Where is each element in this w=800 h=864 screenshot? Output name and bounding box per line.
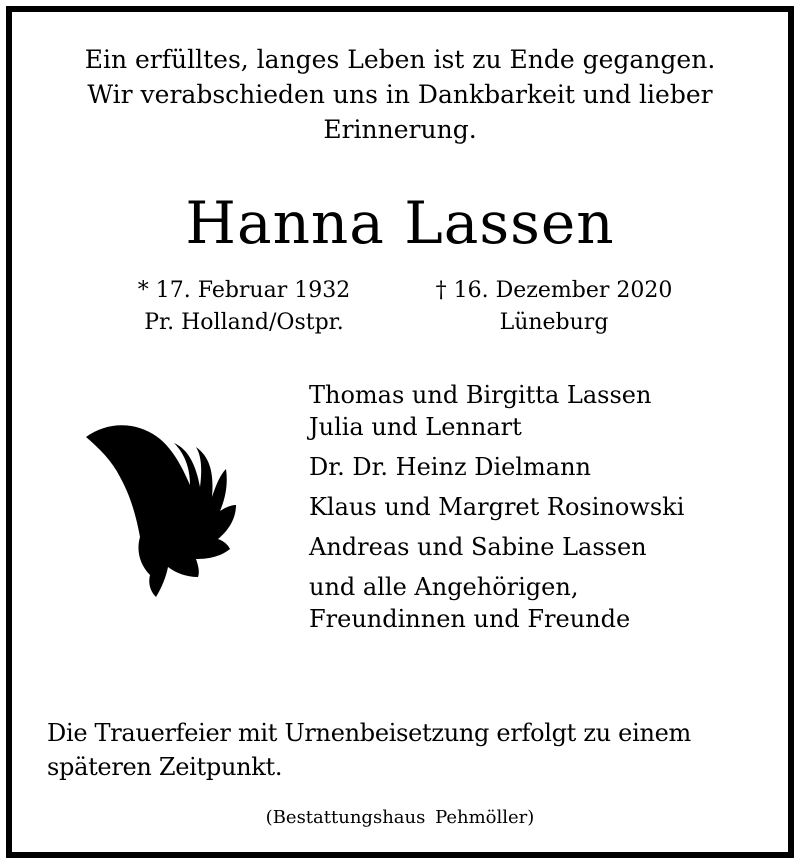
ceremony-note-line: späteren Zeitpunkt. — [47, 753, 283, 781]
mourner-group — [309, 571, 779, 635]
undertaker-credit: (Bestattungshaus Pehmöller) — [265, 807, 535, 828]
birth-date: * 17. Februar 1932 — [137, 278, 351, 303]
antler-icon — [78, 415, 238, 605]
birth-place: Pr. Holland/Ostpr. — [144, 310, 344, 335]
mourner-line: Klaus und Margret Rosinowski — [309, 493, 685, 521]
intro-line: Ein erfülltes, langes Leben ist zu Ende gegangen. — [84, 45, 716, 74]
mourner-line: Freundinnen und Freunde — [309, 605, 631, 633]
intro-line: Erinnerung. — [323, 115, 477, 144]
death-info — [404, 275, 704, 339]
intro-text — [0, 42, 800, 147]
mourner-line: Thomas und Birgitta Lassen — [309, 381, 652, 409]
birth-info — [94, 275, 394, 339]
ceremony-note — [47, 716, 767, 784]
mourners-list — [309, 379, 779, 643]
intro-line: Wir verabschieden uns in Dankbarkeit und lieber — [87, 80, 713, 109]
mourner-group — [309, 379, 779, 443]
deceased-name: Hanna Lassen — [185, 189, 615, 257]
mourner-line: Julia und Lennart — [309, 413, 522, 441]
death-date: † 16. Dezember 2020 — [435, 278, 673, 303]
mourner-group — [309, 451, 779, 483]
mourner-group — [309, 491, 779, 523]
mourner-line: Andreas und Sabine Lassen — [309, 533, 647, 561]
mourner-line: Dr. Dr. Heinz Dielmann — [309, 453, 591, 481]
mourner-group — [309, 531, 779, 563]
mourner-line: und alle Angehörigen, — [309, 573, 579, 601]
death-place: Lüneburg — [499, 310, 609, 335]
ceremony-note-line: Die Trauerfeier mit Urnenbeisetzung erfolgt zu einem — [47, 719, 691, 747]
